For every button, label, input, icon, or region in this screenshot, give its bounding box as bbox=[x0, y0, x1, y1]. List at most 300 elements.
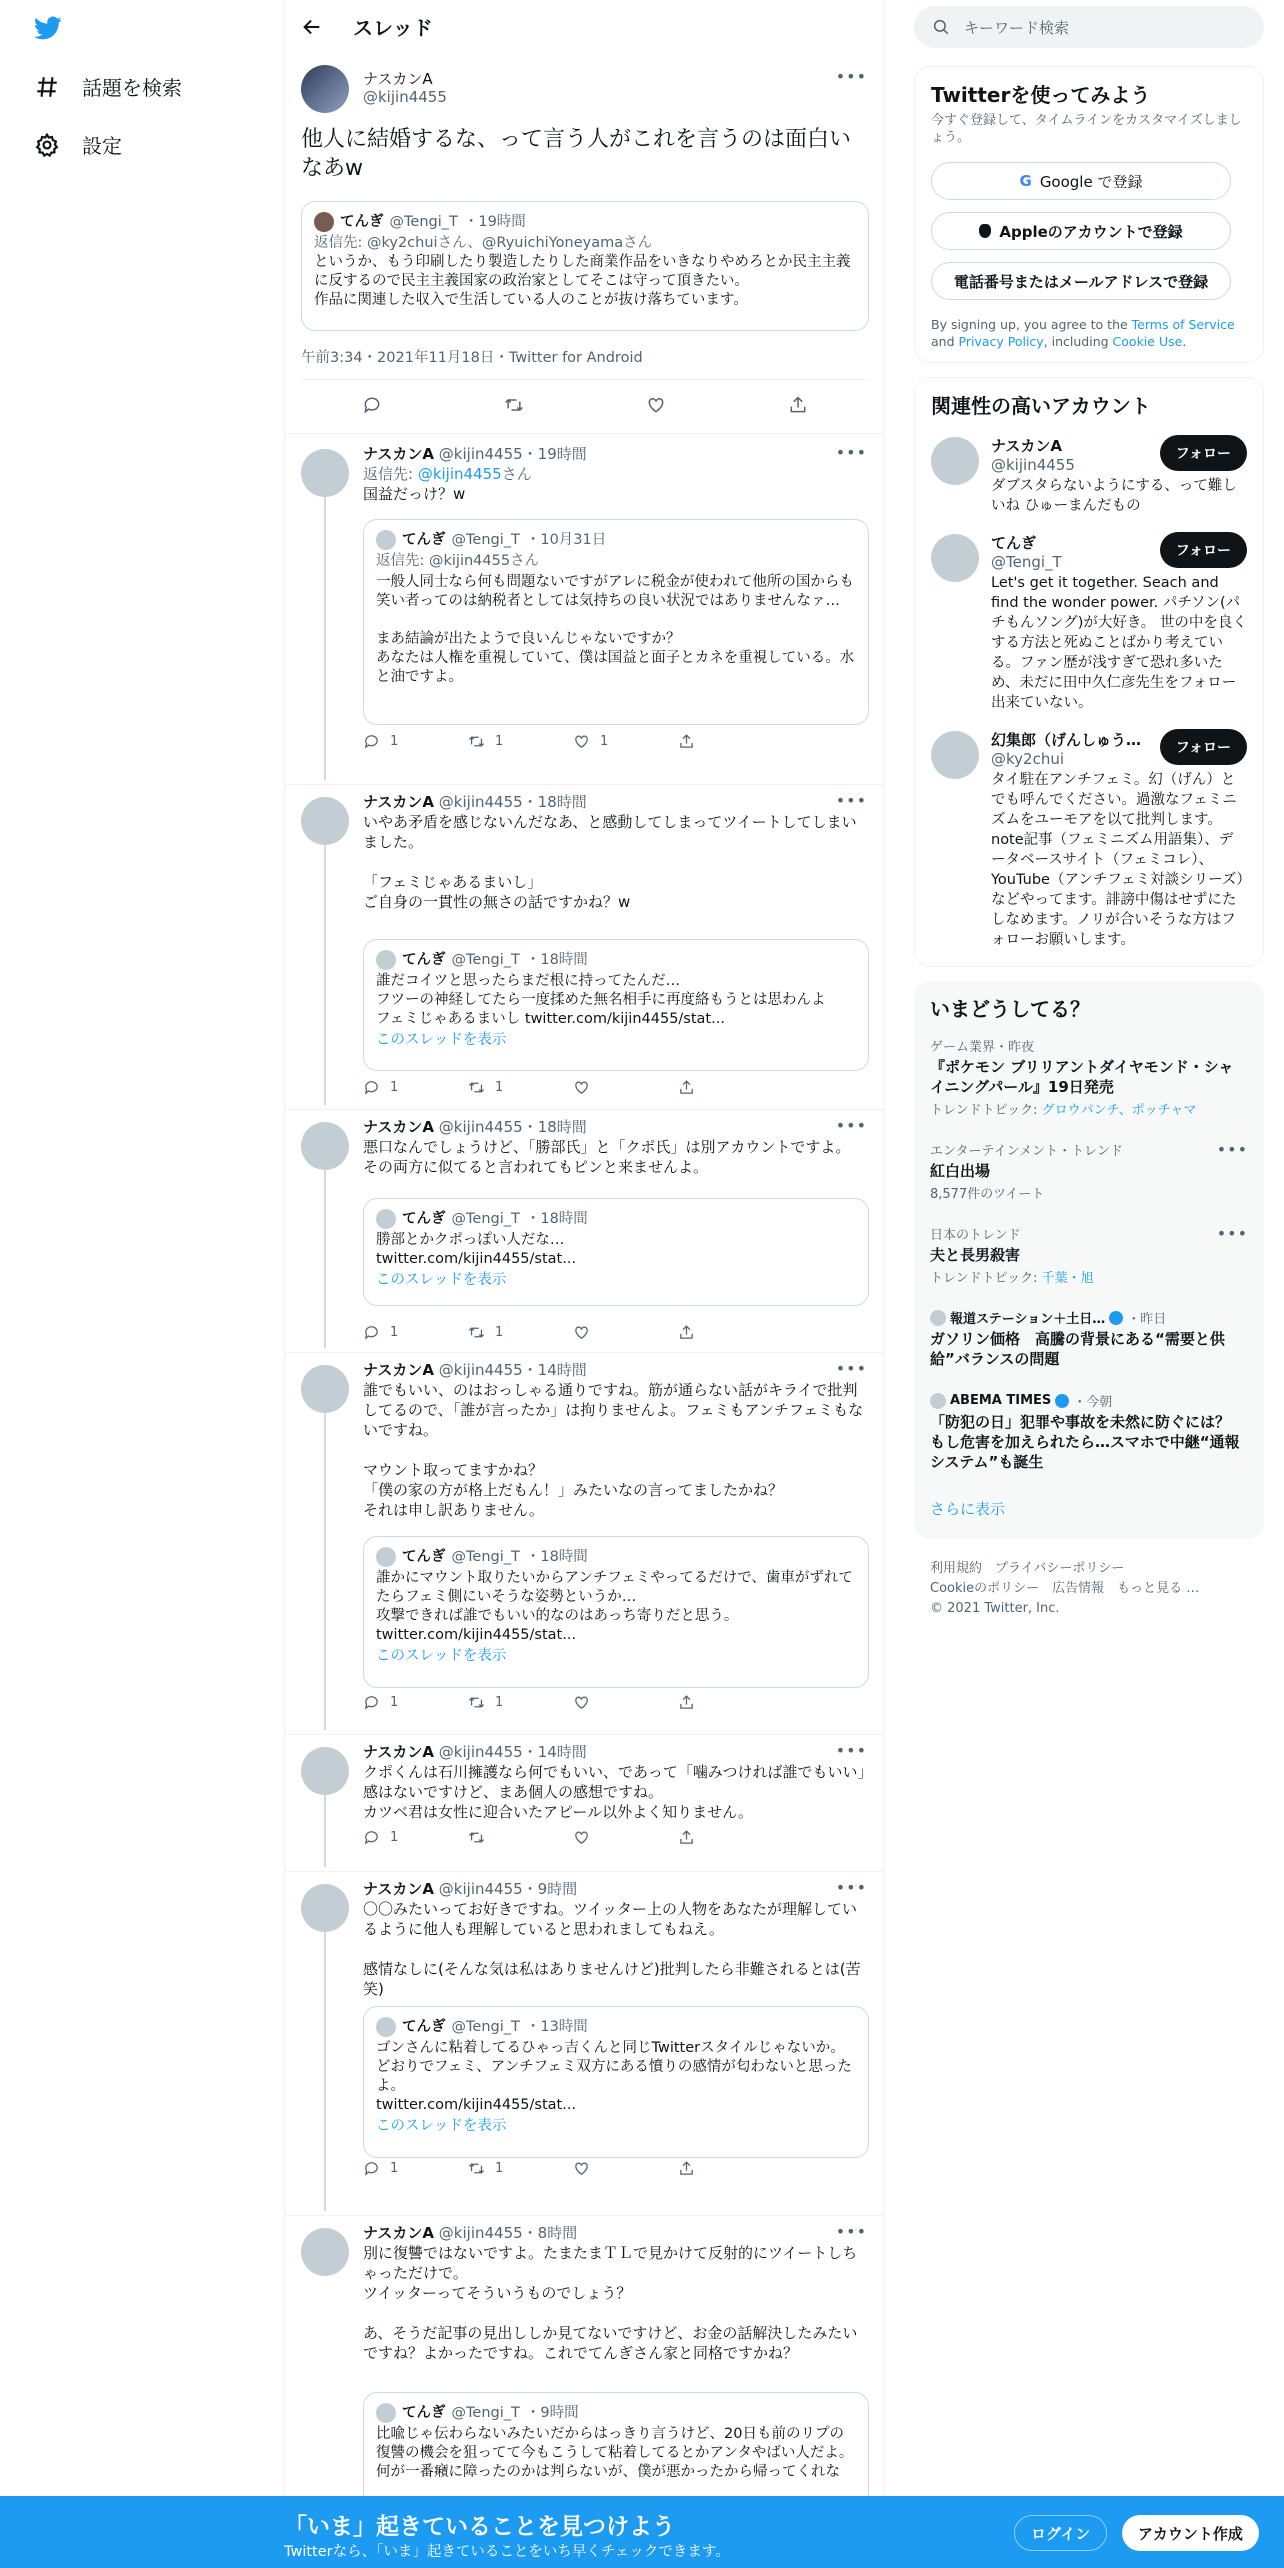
quote-text: ゴンさんに粘着してるひゃっ吉くんと同じTwitterスタイルじゃないか。 どおりでフェミ、アンチフェミ双方にある憤りの感情が匂わないと思ったよ。 twitter.com/kijin4455/stat... bbox=[376, 2040, 852, 2113]
retweet-icon bbox=[468, 1324, 485, 1341]
reply-icon[interactable] bbox=[362, 395, 382, 415]
reply-icon bbox=[363, 733, 380, 750]
reply-body bbox=[363, 1741, 869, 1845]
quote-time: ・13時間 bbox=[525, 2018, 588, 2035]
quote-time: ・18時間 bbox=[525, 951, 588, 968]
trend-title: 紅白出場 bbox=[930, 1162, 991, 1180]
account-bio: ダブスタらないようにする、って難しいね ひゅーまんだもの bbox=[991, 478, 1237, 514]
reply-body bbox=[363, 2222, 869, 2480]
trend-title: 「防犯の日」犯罪や事故を未然に防ぐには？ もし危害を加えられたら…スマホで中継“通報システム”も誕生 bbox=[930, 1413, 1240, 1471]
quote-time: ・19時間 bbox=[463, 213, 526, 230]
account-name[interactable]: 幻集郎（げんしゅう… bbox=[991, 731, 1142, 749]
topic-link[interactable]: グロウパンチ、ポッチャマ bbox=[1041, 1103, 1197, 1118]
trend-item[interactable] bbox=[930, 1140, 1248, 1202]
quote-name: てんぎ bbox=[340, 213, 384, 230]
bottom-subtitle: Twitterなら、「いま」起きていることをいち早くチェックできます。 bbox=[284, 2544, 730, 2560]
avatar[interactable] bbox=[931, 534, 979, 582]
share-button[interactable] bbox=[678, 1079, 783, 1096]
author-handle[interactable]: @kijin4455 bbox=[438, 2224, 523, 2242]
reply-header bbox=[363, 443, 869, 464]
signup-subtitle: 今すぐ登録して、タイムラインをカスタマイズしましょう。 bbox=[931, 113, 1242, 145]
gear-icon bbox=[34, 132, 60, 158]
retweet-count: 1 bbox=[495, 2161, 504, 2176]
retweet-count: 1 bbox=[495, 1695, 504, 1710]
reply-body bbox=[363, 791, 869, 1095]
like-icon bbox=[573, 2160, 590, 2177]
share-button[interactable] bbox=[678, 1324, 783, 1341]
follow-button[interactable]: フォロー bbox=[1160, 729, 1247, 765]
quote-text: 誰だコイツと思ったらまだ根に持ってたんだ… フツーの神経してたら一度揉めた無名相手に再度絡もうとは思わんよ フェミじゃあるまいし twitter.com/kijin4455/stat... bbox=[376, 973, 826, 1027]
like-button[interactable] bbox=[573, 1829, 678, 1846]
quoted-tweet[interactable] bbox=[363, 1536, 869, 1688]
reply-tweet[interactable] bbox=[285, 785, 885, 1110]
search-icon bbox=[932, 18, 950, 36]
reply-icon bbox=[363, 1829, 380, 1846]
account-name[interactable]: ナスカンA bbox=[991, 437, 1063, 455]
source-avatar bbox=[930, 1393, 946, 1409]
related-accounts-list bbox=[931, 435, 1247, 950]
more-icon[interactable]: ••• bbox=[835, 443, 867, 462]
more-icon[interactable]: ••• bbox=[835, 791, 867, 810]
quote-avatar bbox=[376, 2017, 396, 2037]
quote-avatar bbox=[376, 950, 396, 970]
avatar[interactable] bbox=[301, 1747, 349, 1795]
show-thread-link[interactable]: このスレッドを表示 bbox=[376, 1032, 507, 1048]
share-icon bbox=[678, 1079, 695, 1096]
avatar[interactable] bbox=[301, 1884, 349, 1932]
reply-context bbox=[363, 464, 869, 484]
reply-count: 1 bbox=[390, 1695, 399, 1710]
like-icon bbox=[573, 1829, 590, 1846]
tweet-text: いやあ矛盾を感じないんだなあ、と感動してしまってツイートしてしまいました。 「フェミじゃあるまいし」 ご自身の一貫性の無さの話ですかね？w bbox=[363, 813, 857, 911]
verified-icon bbox=[1109, 1311, 1123, 1325]
left-nav bbox=[0, 0, 284, 2568]
apple-icon bbox=[979, 224, 991, 238]
privacy-link[interactable]: Privacy Policy bbox=[958, 334, 1044, 349]
quote-name: てんぎ bbox=[402, 2018, 446, 2035]
search-box[interactable] bbox=[914, 6, 1264, 48]
quote-text: 勝部とかクポっぽい人だな… twitter.com/kijin4455/stat... bbox=[376, 1232, 577, 1267]
like-button[interactable] bbox=[573, 1694, 678, 1711]
bottom-signup-bar bbox=[0, 2496, 1284, 2568]
reply-button[interactable] bbox=[363, 733, 468, 750]
trends-list bbox=[930, 1036, 1248, 1472]
cookie-link[interactable]: Cookie Use bbox=[1112, 334, 1183, 349]
tweet-time[interactable]: ・18時間 bbox=[522, 1118, 587, 1136]
divider bbox=[301, 379, 869, 380]
tweet-text: 悪口なんでしょうけど、「勝部氏」と「クポ氏」は別アカウントですよ。 その両方に似てると言われてもピンと来ませんよ。 bbox=[363, 1138, 851, 1176]
share-button[interactable] bbox=[678, 1694, 783, 1711]
more-icon[interactable]: ••• bbox=[835, 1878, 867, 1897]
thread-header bbox=[285, 0, 883, 53]
nav-settings[interactable] bbox=[34, 130, 122, 159]
reply-header bbox=[363, 1741, 869, 1762]
avatar[interactable] bbox=[931, 437, 979, 485]
retweet-icon bbox=[468, 733, 485, 750]
signup-title: Twitterを使ってみよう bbox=[931, 83, 1151, 107]
tweet-text: クポくんは石川擁護なら何でもいい、であって「噛みつければ誰でもいい」感はないですけど、まあ個人の感想ですね。 カツベ君は女性に迎合いたアピール以外よく知りません。 bbox=[363, 1763, 866, 1821]
tweet-time[interactable]: ・9時間 bbox=[522, 1880, 578, 1898]
legal-text: and bbox=[931, 334, 959, 349]
show-thread-link[interactable]: このスレッドを表示 bbox=[376, 2118, 507, 2134]
phone-signup-label: 電話番号またはメールアドレスで登録 bbox=[953, 272, 1209, 291]
legal-text: . bbox=[1182, 334, 1187, 349]
reply-prefix: 返信先: bbox=[363, 465, 418, 483]
reply-count: 1 bbox=[390, 1325, 399, 1340]
page-title: スレッド bbox=[353, 16, 433, 40]
quote-text: 一般人同士なら何も問題ないですがアレに税金が使われて他所の国からも笑い者ってのは納税者としては気持ちの良い状況ではありませんなァ… まあ結論が出たようで良いんじゃないですか？ あなたは人権を重視していて、僕は国益と面子とカネを重視している。水と油ですよ。 bbox=[376, 574, 855, 685]
trends-title: いまどうしてる？ bbox=[930, 997, 1090, 1021]
retweet-button[interactable] bbox=[468, 1079, 573, 1096]
topic-link[interactable]: 千葉・旭 bbox=[1041, 1271, 1094, 1286]
footer-link[interactable]: プライバシーポリシー bbox=[995, 1561, 1125, 1576]
quote-handle: @Tengi_T bbox=[451, 531, 520, 548]
reply-button[interactable] bbox=[363, 1079, 468, 1096]
author-handle[interactable]: @kijin4455 bbox=[438, 445, 523, 463]
author-handle[interactable]: @kijin4455 bbox=[438, 793, 523, 811]
account-item[interactable] bbox=[931, 532, 1247, 713]
avatar[interactable] bbox=[301, 1122, 349, 1170]
signup-legal bbox=[931, 316, 1247, 350]
signup-card bbox=[914, 66, 1264, 363]
quote-handle: @Tengi_T bbox=[451, 2018, 520, 2035]
author-handle[interactable]: @kijin4455 bbox=[438, 1118, 523, 1136]
trend-item[interactable] bbox=[930, 1391, 1248, 1472]
twitter-logo-icon[interactable] bbox=[32, 14, 64, 42]
tweet-meta: 午前3:34・2021年11月18日・Twitter for Android bbox=[301, 350, 643, 366]
account-handle[interactable]: @Tengi_T bbox=[991, 553, 1062, 571]
author-name[interactable]: ナスカンA bbox=[363, 793, 435, 811]
search-input[interactable]: キーワード検索 bbox=[964, 18, 1070, 37]
trend-item[interactable] bbox=[930, 1036, 1248, 1118]
trend-meta bbox=[930, 1308, 1248, 1327]
tweet-time[interactable]: ・8時間 bbox=[522, 2224, 578, 2242]
reply-tweet[interactable] bbox=[285, 437, 885, 785]
reply-button[interactable] bbox=[363, 1694, 468, 1711]
quote-handle: @Tengi_T bbox=[451, 951, 520, 968]
share-icon bbox=[678, 1829, 695, 1846]
legal-text: By signing up, you agree to the bbox=[931, 317, 1132, 332]
tweet-time[interactable]: ・14時間 bbox=[522, 1361, 587, 1379]
trend-meta: エンターテインメント・トレンド bbox=[930, 1144, 1123, 1159]
avatar[interactable] bbox=[301, 65, 349, 113]
more-icon[interactable]: ••• bbox=[835, 1359, 867, 1378]
footer bbox=[914, 1559, 1264, 1619]
reply-header bbox=[363, 791, 869, 812]
reply-icon bbox=[363, 2160, 380, 2177]
right-column bbox=[914, 0, 1264, 1619]
quote-handle: @Tengi_T bbox=[389, 213, 458, 230]
share-icon bbox=[678, 1324, 695, 1341]
focal-text: 他人に結婚するな、って言う人がこれを言うのは面白いなあw bbox=[301, 127, 852, 181]
author-name[interactable]: ナスカンA bbox=[363, 1118, 435, 1136]
reply-to: @ky2chuiさん、@RyuichiYoneyamaさん bbox=[367, 235, 653, 251]
trend-item[interactable] bbox=[930, 1224, 1248, 1286]
tweet-text: 別に復讐ではないですよ。たまたまＴＬで見かけて反射的にツイートしちゃっただけで。 ツイッターってそういうものでしょう？ あ、そうだ記事の見出ししか見てないですけど、お金の話解決したみたいですね？よかったですね。これでてんぎさん家と同格ですかね？ bbox=[363, 2244, 858, 2362]
trend-source: ABEMA TIMES bbox=[950, 1393, 1052, 1408]
tweet-actions bbox=[363, 1829, 783, 1846]
divider bbox=[285, 433, 885, 434]
retweet-icon bbox=[468, 1829, 485, 1846]
quote-header bbox=[376, 950, 856, 970]
account-bio: Let's get it together. Seach and find the wonder power. パチソン(パチもんソング)が大好き。 世の中を良くする方法と死ぬことばかり考えている。ファン歴が浅すぎて恐れ多いため、未だに田中久仁彦先生をフォロー出来ていない。 bbox=[991, 575, 1247, 711]
retweet-icon bbox=[468, 1694, 485, 1711]
retweet-icon[interactable] bbox=[504, 395, 524, 415]
quoted-tweet[interactable] bbox=[363, 1198, 869, 1306]
footer-link[interactable]: Cookieのポリシー bbox=[930, 1581, 1040, 1596]
quote-header bbox=[376, 1209, 856, 1229]
retweet-count: 1 bbox=[495, 1325, 504, 1340]
reply-tweet[interactable] bbox=[285, 1353, 885, 1735]
nav-explore-label: 話題を検索 bbox=[82, 76, 182, 100]
author-name[interactable]: ナスカンA bbox=[363, 1880, 435, 1898]
related-accounts-card bbox=[914, 377, 1264, 967]
trend-meta: 日本のトレンド bbox=[930, 1228, 1021, 1243]
trends-card bbox=[914, 981, 1264, 1539]
quote-header bbox=[376, 2017, 856, 2037]
reply-body bbox=[363, 1359, 869, 1710]
tweet-time[interactable]: ・18時間 bbox=[522, 793, 587, 811]
quote-text: 比喩じゃ伝わらないみたいだからはっきり言うけど、20日も前のリプの復讐の機会を狙ってて今もこうして粘着してるとかアンタやばい人だよ。 何が一番癪に障ったのかは判らないが、僕が悪かったから帰ってくれな bbox=[376, 2426, 854, 2480]
hashtag-icon bbox=[34, 74, 60, 100]
quote-handle: @Tengi_T bbox=[451, 2404, 520, 2421]
quoted-tweet[interactable] bbox=[363, 2006, 869, 2158]
like-button[interactable] bbox=[573, 2160, 678, 2177]
quote-avatar bbox=[314, 212, 334, 232]
bottom-title: 「いま」起きていることを見つけよう bbox=[284, 2514, 675, 2540]
quote-time: ・18時間 bbox=[525, 1210, 588, 1227]
reply-button[interactable] bbox=[363, 1324, 468, 1341]
trend-title: 『ポケモン ブリリアントダイヤモンド・シャイニングパール』19日発売 bbox=[930, 1058, 1234, 1096]
trend-time: ・今朝 bbox=[1073, 1395, 1113, 1410]
quote-avatar bbox=[376, 1209, 396, 1229]
share-button[interactable] bbox=[678, 2160, 783, 2177]
more-icon[interactable]: ••• bbox=[1216, 1224, 1248, 1243]
tweet-actions bbox=[363, 1694, 783, 1711]
trend-meta bbox=[930, 1391, 1248, 1410]
author-name[interactable]: ナスカンA bbox=[363, 445, 435, 463]
reply-tweet[interactable] bbox=[285, 1735, 885, 1872]
show-thread-link[interactable]: このスレッドを表示 bbox=[376, 1648, 507, 1664]
retweet-icon bbox=[468, 1079, 485, 1096]
quoted-tweet[interactable] bbox=[301, 201, 869, 331]
legal-text: , including bbox=[1043, 334, 1113, 349]
like-icon[interactable] bbox=[646, 395, 666, 415]
more-icon[interactable]: ••• bbox=[835, 1116, 867, 1135]
main-column bbox=[284, 0, 884, 2568]
retweet-count: 1 bbox=[495, 1080, 504, 1095]
like-icon bbox=[573, 1324, 590, 1341]
like-button[interactable] bbox=[573, 1324, 678, 1341]
more-icon[interactable]: ••• bbox=[835, 2222, 867, 2241]
retweet-icon bbox=[468, 2160, 485, 2177]
tweet-text: 〇〇みたいってお好きですね。ツイッター上の人物をあなたが理解しているように他人も理解していると思われましてもねえ。 感情なしに(そんな気は私はありませんけど)批判したら非難されるとは(苦笑) bbox=[363, 1900, 861, 1998]
signup-button[interactable]: アカウント作成 bbox=[1122, 2515, 1259, 2551]
reply-header bbox=[363, 1878, 869, 1899]
like-icon bbox=[573, 1694, 590, 1711]
author-name[interactable]: ナスカンA bbox=[363, 1361, 435, 1379]
avatar[interactable] bbox=[301, 797, 349, 845]
quoted-tweet[interactable] bbox=[363, 519, 869, 725]
author-handle[interactable]: @kijin4455 bbox=[438, 1880, 523, 1898]
footer-link[interactable]: 利用規約 bbox=[930, 1561, 983, 1576]
show-more-link[interactable]: さらに表示 bbox=[930, 1500, 1006, 1518]
focal-name[interactable]: ナスカンA bbox=[363, 70, 433, 88]
author-handle[interactable]: @kijin4455 bbox=[438, 1361, 523, 1379]
quote-name: てんぎ bbox=[402, 1210, 446, 1227]
account-bio: タイ駐在アンチフェミ。幻（げん）とでも呼んでください。過激なフェミニズムをユーモアを以て批判します。note記事（フェミニズム用語集）、データベースサイト（フェミコレ）、YouTube（アンチフェミ対談シリーズ）などやってます。誹謗中傷はせずにたしなめます。ノリが合いそうな方はフォローお願いします。 bbox=[991, 772, 1244, 948]
quote-time: ・9時間 bbox=[525, 2404, 579, 2421]
account-item[interactable] bbox=[931, 729, 1247, 950]
like-count: 1 bbox=[600, 734, 609, 749]
quote-avatar bbox=[376, 2403, 396, 2423]
tweet-text: 誰でもいい、のはおっしゃる通りですね。筋が通らない話がキライで批判してるので、「誰が言ったか」は拘りませんよ。フェミもアンチフェミもないですね。 マウント取ってますかね？ 「僕の家の方が格上だもん！」みたいなの言ってましたかね？ それは申し訳ありません。 bbox=[363, 1381, 864, 1519]
quote-name: てんぎ bbox=[402, 531, 446, 548]
google-signup-button[interactable] bbox=[931, 162, 1231, 200]
reply-body bbox=[363, 1116, 869, 1340]
reply-button[interactable] bbox=[363, 1829, 468, 1846]
reply-count: 1 bbox=[390, 734, 399, 749]
reply-icon bbox=[363, 1324, 380, 1341]
avatar[interactable] bbox=[301, 1365, 349, 1413]
reply-header bbox=[363, 2222, 869, 2243]
tweet-text: 国益だっけ？w bbox=[363, 485, 466, 503]
retweet-button[interactable] bbox=[468, 1324, 573, 1341]
share-icon bbox=[678, 1694, 695, 1711]
quote-avatar bbox=[376, 530, 396, 550]
reply-icon bbox=[363, 1694, 380, 1711]
quote-time: ・10月31日 bbox=[525, 531, 607, 548]
author-handle[interactable]: @kijin4455 bbox=[438, 1743, 523, 1761]
google-icon: G bbox=[1019, 172, 1032, 190]
quote-name: てんぎ bbox=[402, 951, 446, 968]
topic-label: トレンドトピック: bbox=[930, 1103, 1042, 1118]
trend-meta: ゲーム業界・昨夜 bbox=[930, 1040, 1035, 1055]
quote-text: というか、もう印刷したり製造したりした商業作品をいきなりやめろとか民主主義に反するので民主主義国家の政治家としてそこは守って頂きたい。 作品に関連した収入で生活している人のことが抜け落ちています。 bbox=[314, 254, 851, 308]
more-icon[interactable]: ••• bbox=[1216, 1140, 1248, 1159]
login-button[interactable]: ログイン bbox=[1014, 2515, 1107, 2551]
quote-header bbox=[376, 2403, 856, 2423]
quote-header bbox=[376, 530, 856, 550]
quote-handle: @Tengi_T bbox=[451, 1548, 520, 1565]
author-name[interactable]: ナスカンA bbox=[363, 1743, 435, 1761]
reply-count: 1 bbox=[390, 1830, 399, 1845]
reply-icon bbox=[363, 1079, 380, 1096]
tweet-count: 8,577件のツイート bbox=[930, 1187, 1045, 1202]
quoted-tweet[interactable] bbox=[363, 939, 869, 1071]
apple-signup-label: Appleのアカウントで登録 bbox=[999, 222, 1183, 241]
reply-header bbox=[363, 1359, 869, 1380]
tweet-actions bbox=[363, 2160, 783, 2177]
trend-source: 報道ステーション＋土日… bbox=[950, 1312, 1106, 1327]
account-handle[interactable]: @kijin4455 bbox=[991, 456, 1075, 474]
reply-prefix: 返信先: bbox=[314, 235, 367, 251]
reply-count: 1 bbox=[390, 2161, 399, 2176]
retweet-button[interactable] bbox=[468, 733, 573, 750]
reply-tweet[interactable] bbox=[285, 1872, 885, 2216]
reply-count: 1 bbox=[390, 1080, 399, 1095]
quote-avatar bbox=[376, 1547, 396, 1567]
retweet-button[interactable] bbox=[468, 1829, 573, 1846]
quote-name: てんぎ bbox=[402, 2404, 446, 2421]
trend-title: 夫と長男殺害 bbox=[930, 1246, 1021, 1264]
google-signup-label: Google で登録 bbox=[1039, 172, 1143, 191]
verified-icon bbox=[1055, 1394, 1069, 1408]
like-button[interactable] bbox=[573, 1079, 678, 1096]
trend-title: ガソリン価格 高騰の背景にある“需要と供給”バランスの問題 bbox=[930, 1330, 1225, 1368]
account-handle[interactable]: @ky2chui bbox=[991, 750, 1065, 768]
footer-link[interactable]: もっと見る … bbox=[1117, 1581, 1200, 1596]
share-button[interactable] bbox=[678, 1829, 783, 1846]
show-thread-link[interactable]: このスレッドを表示 bbox=[376, 1272, 507, 1288]
retweet-count: 1 bbox=[495, 734, 504, 749]
share-icon bbox=[678, 733, 695, 750]
more-icon[interactable]: ••• bbox=[835, 67, 867, 86]
tweet-time[interactable]: ・14時間 bbox=[522, 1743, 587, 1761]
avatar[interactable] bbox=[301, 2228, 349, 2276]
follow-button[interactable]: フォロー bbox=[1160, 435, 1247, 471]
share-icon[interactable] bbox=[788, 395, 808, 415]
apple-signup-button[interactable] bbox=[931, 212, 1231, 250]
trend-topic bbox=[930, 1267, 1248, 1286]
tweet-actions bbox=[363, 1324, 783, 1341]
quote-name: てんぎ bbox=[402, 1548, 446, 1565]
trend-topic bbox=[930, 1099, 1248, 1118]
reply-body bbox=[363, 443, 869, 749]
tweet-actions bbox=[363, 733, 783, 750]
more-icon[interactable]: ••• bbox=[835, 1741, 867, 1760]
related-title: 関連性の高いアカウント bbox=[931, 394, 1151, 418]
share-button[interactable] bbox=[678, 733, 783, 750]
avatar[interactable] bbox=[931, 731, 979, 779]
source-avatar bbox=[930, 1310, 946, 1326]
back-arrow-icon[interactable] bbox=[301, 16, 323, 38]
tos-link[interactable]: Terms of Service bbox=[1131, 317, 1235, 332]
nav-explore[interactable] bbox=[34, 72, 182, 101]
retweet-button[interactable] bbox=[468, 1694, 573, 1711]
quote-time: ・18時間 bbox=[525, 1548, 588, 1565]
reply-tweet[interactable] bbox=[285, 1110, 885, 1353]
tweet-time[interactable]: ・19時間 bbox=[522, 445, 587, 463]
like-icon bbox=[573, 733, 590, 750]
nav-settings-label: 設定 bbox=[82, 134, 122, 158]
topic-label: トレンドトピック: bbox=[930, 1271, 1042, 1286]
quote-text: 誰かにマウント取りたいからアンチフェミやってるだけで、歯車がずれてたらフェミ側にいそうな姿勢というか… 攻撃できれば誰でもいい的なのはあっち寄りだと思う。 twitter.com/kijin4455/stat... bbox=[376, 1570, 853, 1643]
retweet-button[interactable] bbox=[468, 2160, 573, 2177]
trend-time: ・昨日 bbox=[1127, 1312, 1167, 1327]
mention-link[interactable]: @kijin4455 bbox=[417, 465, 502, 483]
account-name[interactable]: てんぎ bbox=[991, 534, 1037, 552]
focal-handle[interactable]: @kijin4455 bbox=[363, 88, 447, 106]
reply-header bbox=[363, 1116, 869, 1137]
trend-item[interactable] bbox=[930, 1308, 1248, 1369]
reply-suffix: さん bbox=[501, 465, 532, 483]
quote-header bbox=[376, 1547, 856, 1567]
tweet-actions bbox=[363, 1079, 783, 1096]
account-item[interactable] bbox=[931, 435, 1247, 516]
reply-body bbox=[363, 1878, 869, 2176]
phone-signup-button[interactable] bbox=[931, 262, 1231, 300]
avatar[interactable] bbox=[301, 449, 349, 497]
like-button[interactable] bbox=[573, 733, 678, 750]
reply-button[interactable] bbox=[363, 2160, 468, 2177]
focal-actions bbox=[301, 395, 869, 415]
author-name[interactable]: ナスカンA bbox=[363, 2224, 435, 2242]
share-icon bbox=[678, 2160, 695, 2177]
quote-reply-context: 返信先: @kijin4455さん bbox=[376, 553, 540, 569]
footer-link[interactable]: 広告情報 bbox=[1052, 1581, 1105, 1596]
follow-button[interactable]: フォロー bbox=[1160, 532, 1247, 568]
